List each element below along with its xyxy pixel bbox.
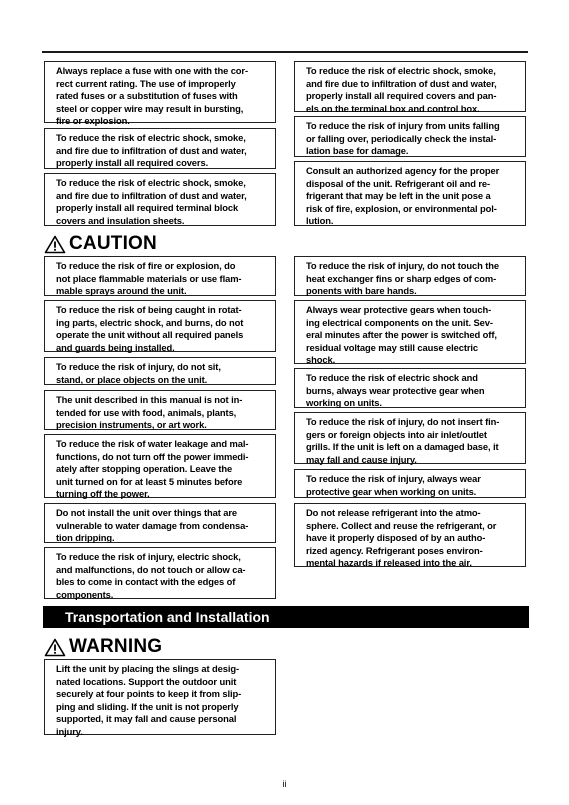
caution-box: To reduce the risk of injury, always wear protective gear when working on units. (294, 469, 526, 498)
note-box: To reduce the risk of electric shock, smoke, and fire due to infiltration of dust and water, properly install all required covers. (44, 128, 276, 169)
caution-box: To reduce the risk of water leakage and mal- functions, do not turn off the power immedi- ately after stopping operation. Leave the unit turned on for at least 5 minutes before turning off the power. (44, 434, 276, 498)
caution-label: CAUTION (69, 233, 157, 254)
caution-box: To reduce the risk of fire or explosion, do not place flammable materials or use flam- mable sprays around the unit. (44, 256, 276, 296)
caution-box: To reduce the risk of being caught in rotat- ing parts, electric shock, and burns, do not operate the unit without all required panels and guards being installed. (44, 300, 276, 352)
caution-box: To reduce the risk of injury, do not insert fin- gers or foreign objects into air inlet/outlet grills. If the unit is left on a damaged base, it may fall and cause injury. (294, 412, 526, 464)
warning-heading (44, 636, 162, 658)
note-box: To reduce the risk of injury from units falling or falling over, periodically check the instal- lation base for damage. (294, 116, 526, 157)
caution-box: Do not install the unit over things that are vulnerable to water damage from condensa- tion dripping. (44, 503, 276, 543)
note-box: Always replace a fuse with one with the cor- rect current rating. The use of improperly rated fuses or a substitution of fuses with steel or copper wire may result in bursting, fire or explosion. (44, 61, 276, 123)
note-box: To reduce the risk of electric shock, smoke, and fire due to infiltration of dust and water, properly install all required covers and pan- els on the terminal box and control box. (294, 61, 526, 112)
caution-box: To reduce the risk of injury, do not touch the heat exchanger fins or sharp edges of com- ponents with bare hands. (294, 256, 526, 296)
warning-triangle-icon (44, 638, 66, 657)
note-box: Consult an authorized agency for the proper disposal of the unit. Refrigerant oil and re- frigerant that may be left in the unit pose a risk of fire, explosion, or environmental pol- lution. (294, 161, 526, 226)
caution-box: Always wear protective gears when touch- ing electrical components on the unit. Sev- eral minutes after the power is switched off, residual voltage may still cause electric shock. (294, 300, 526, 364)
caution-box: Do not release refrigerant into the atmo- sphere. Collect and reuse the refrigerant, or have it properly disposed of by an autho- rized agency. Refrigerant poses environ- mental hazards if released into the air. (294, 503, 526, 567)
caution-box: To reduce the risk of injury, electric shock, and malfunctions, do not touch or allow ca- bles to come in contact with the edges of components. (44, 547, 276, 599)
caution-heading (44, 233, 157, 255)
top-rule (42, 51, 528, 53)
caution-box: To reduce the risk of injury, do not sit, stand, or place objects on the unit. (44, 357, 276, 385)
note-box: To reduce the risk of electric shock, smoke, and fire due to infiltration of dust and water, properly install all required terminal block covers and insulation sheets. (44, 173, 276, 226)
caution-box: To reduce the risk of electric shock and burns, always wear protective gear when working on units. (294, 368, 526, 408)
warning-triangle-icon (44, 235, 66, 254)
caution-box: The unit described in this manual is not in- tended for use with food, animals, plants, precision instruments, or art work. (44, 390, 276, 430)
section-title: Transportation and Installation (43, 606, 529, 628)
warning-label: WARNING (69, 636, 163, 657)
page-number: ii (282, 779, 287, 789)
warning-box: Lift the unit by placing the slings at desig- nated locations. Support the outdoor unit securely at four points to keep it from slip- ping and sliding. If the unit is not properly supported, it may fall and cause personal injury. (44, 659, 276, 735)
